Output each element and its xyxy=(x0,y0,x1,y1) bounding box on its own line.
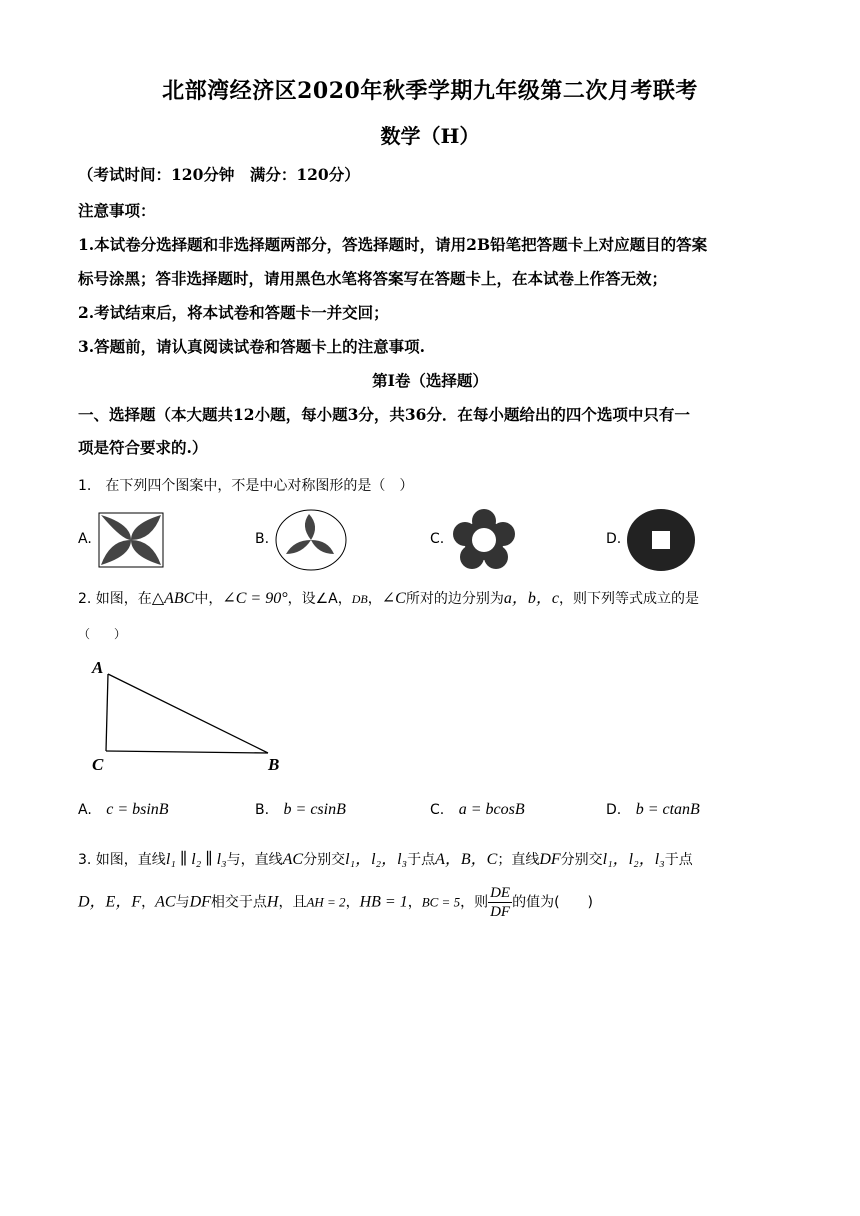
q2-text-a: 2. 如图，在 xyxy=(78,591,152,607)
q2-db: DB xyxy=(351,592,368,606)
part1-heading-line-2: 项是符合要求的.） xyxy=(78,438,208,457)
q2-answer-paren: （ ） xyxy=(78,627,127,641)
q2-text-e: 所对的边分别为 xyxy=(405,591,504,607)
q3-ah: AH = 2 xyxy=(306,894,346,910)
note-item-1-line-1: 1.本试卷分选择题和非选择题两部分，答选择题时，请用2B铅笔把答题卡上对应题目的答案 xyxy=(78,235,708,254)
q3-text-1f: 分别交 xyxy=(560,852,603,868)
q2-option-d xyxy=(606,801,700,819)
q2-option-a-letter: A. xyxy=(78,802,92,818)
q2-vertex-a-label: A xyxy=(92,658,104,677)
question-1-text: 1. 在下列四个图案中，不是中心对称图形的是（ ） xyxy=(78,478,414,494)
q2-vertex-b-label: B xyxy=(268,755,280,774)
q1-option-b-figure xyxy=(274,508,348,572)
q2-option-a xyxy=(78,801,169,819)
q2-text-c: ，设∠A， xyxy=(287,591,352,607)
q2-text-d: ， xyxy=(367,591,382,607)
q3-text-1g: 于点 xyxy=(664,852,693,868)
q2-option-d-expr: b = ctanB xyxy=(635,801,700,818)
q3-text-2d: ，且 xyxy=(278,894,307,911)
exam-info: （考试时间：120分钟 满分：120分） xyxy=(78,165,360,184)
q2-triangle-figure xyxy=(86,652,296,780)
q2-option-a-expr: c = bsinB xyxy=(106,801,169,818)
q1-option-c-figure xyxy=(448,508,520,572)
q3-line-df-2: DF xyxy=(189,893,211,911)
page-title: 北部湾经济区2020年秋季学期九年级第二次月考联考 xyxy=(162,78,698,104)
q2-option-c-expr: a = bcosB xyxy=(458,801,525,818)
q2-vertex-c-label: C xyxy=(92,755,104,774)
q2-option-b-expr: b = csinB xyxy=(283,801,346,818)
q2-option-b-letter: B. xyxy=(255,802,270,818)
q2-triangle: △ABC xyxy=(151,590,195,607)
q3-lines-1: l₁，l₂，l₃ xyxy=(345,851,408,868)
q3-hb: HB = 1 xyxy=(359,893,408,911)
q2-angle-c2: ∠C xyxy=(381,590,406,607)
q3-fraction-denominator: DF xyxy=(490,904,511,920)
q3-text-1b: 与，直线 xyxy=(226,852,283,868)
q3-line-ac-2: AC xyxy=(155,893,176,911)
q1-option-d-label: D. xyxy=(606,531,622,547)
q3-text-2h: 的值为( ) xyxy=(512,894,594,911)
question-3-line-1 xyxy=(78,846,693,869)
q1-option-a-figure xyxy=(98,512,164,568)
q3-text-1a: 3. 如图，直线 xyxy=(78,852,166,868)
q3-text-1d: 于点 xyxy=(407,852,436,868)
q3-fraction xyxy=(488,884,512,921)
q3-text-1c: 分别交 xyxy=(303,852,346,868)
q3-points-1: A，B，C xyxy=(435,851,498,868)
q3-text-2f: ， xyxy=(407,894,422,911)
q3-text-2b: 与 xyxy=(175,894,190,911)
page-subtitle: 数学（H） xyxy=(380,124,480,148)
q2-angle-c: ∠C = 90° xyxy=(222,590,288,607)
volume-title: 第Ⅰ卷（选择题） xyxy=(372,371,488,390)
question-2-text xyxy=(78,585,699,608)
q3-text-1e: ；直线 xyxy=(497,852,540,868)
note-item-1-line-2: 标号涂黑；答非选择题时，请用黑色水笔将答案写在答题卡上，在本试卷上作答无效； xyxy=(78,269,668,288)
q1-option-d-figure xyxy=(626,508,696,572)
q3-lines-2: l₁，l₂，l₃ xyxy=(602,851,665,868)
q2-sides: a，b，c xyxy=(503,590,559,607)
part1-heading-line-1: 一、选择题（本大题共12小题，每小题3分，共36分．在每小题给出的四个选项中只有一 xyxy=(78,405,690,424)
q3-line-df: DF xyxy=(539,851,561,868)
q3-fraction-numerator: DE xyxy=(490,885,511,901)
q3-points-2: D，E，F xyxy=(78,893,142,911)
q2-option-c-letter: C. xyxy=(430,802,445,818)
note-item-3: 3.答题前，请认真阅读试卷和答题卡上的注意事项. xyxy=(78,337,426,356)
q2-text-f: ，则下列等式成立的是 xyxy=(558,591,699,607)
q1-option-b-label: B. xyxy=(255,531,270,547)
q2-option-b xyxy=(255,801,346,819)
q3-text-2e: ， xyxy=(345,894,360,911)
q3-point-h: H xyxy=(266,893,279,911)
q2-text-b: 中， xyxy=(194,591,223,607)
notes-heading: 注意事项： xyxy=(78,201,156,220)
q3-bc: BC = 5 xyxy=(421,894,461,910)
q2-option-d-letter: D. xyxy=(606,802,622,818)
question-3-line-2 xyxy=(78,884,593,921)
note-item-2: 2.考试结束后，将本试卷和答题卡一并交回； xyxy=(78,303,389,322)
q3-parallel-lines: l₁ ∥ l₂ ∥ l₃ xyxy=(165,851,227,868)
q3-line-ac: AC xyxy=(282,851,304,868)
q3-text-2a: ， xyxy=(141,894,156,911)
q1-option-a-label: A. xyxy=(78,531,92,547)
q3-text-2g: ，则 xyxy=(460,894,489,911)
q3-text-2c: 相交于点 xyxy=(210,894,267,911)
q1-option-c-label: C. xyxy=(430,531,445,547)
q2-option-c xyxy=(430,801,525,819)
